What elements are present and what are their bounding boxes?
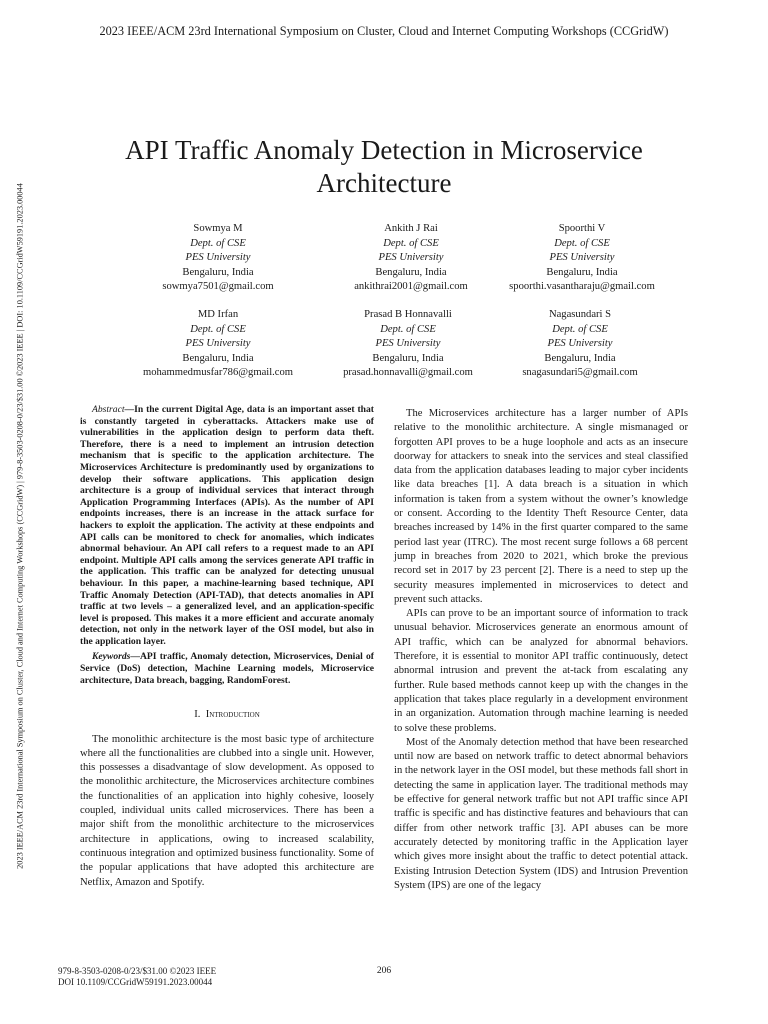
author-email: ankithrai2001@gmail.com bbox=[354, 281, 468, 292]
author-block bbox=[470, 308, 690, 381]
author-university: PES University bbox=[549, 252, 615, 263]
footer-doi: DOI 10.1109/CCGridW59191.2023.00044 bbox=[58, 977, 213, 987]
author-university: PES University bbox=[185, 252, 251, 263]
author-city: Bengaluru, India bbox=[544, 352, 616, 364]
author-dept: Dept. of CSE bbox=[552, 323, 608, 335]
page-number: 206 bbox=[376, 966, 392, 976]
author-email: prasad.honnavalli@gmail.com bbox=[343, 367, 473, 378]
author-email: mohammedmusfar786@gmail.com bbox=[142, 367, 294, 378]
body-paragraph: The Microservices architecture has a larger number of APIs relative to the monolithic architecture. A single mismanaged or forgotten API proves to be a huge loophole and acts as an insecure doorway for attackers to sneak into the services and steal classified data from the application databases leading to major cyber incidents like data breaches [1]. A data breach is a situation in which information is taken from a system without the owner’s knowledge or consent. According to the Identity Theft Resource Center, data breaches increased by 14% in the first quarter compared to the same period last year (ITRC). The most recent surge follows a 68 percent jump in breaches from 2020 to 2021, which broke the previous record set in 2017 by 23 percent [2]. There is a need to step up the security measures implemented in microservices to detect and prevent such attacks. bbox=[394, 408, 688, 605]
side-citation-strip bbox=[13, 82, 27, 970]
section-heading bbox=[80, 708, 374, 722]
abstract-dash: — bbox=[124, 404, 135, 415]
author-name: Ankith J Rai bbox=[384, 223, 438, 234]
left-column bbox=[80, 404, 374, 890]
author-block bbox=[472, 222, 692, 295]
author-university: PES University bbox=[375, 338, 441, 349]
author-dept: Dept. of CSE bbox=[190, 323, 246, 335]
author-city: Bengaluru, India bbox=[546, 266, 618, 278]
author-university: PES University bbox=[547, 338, 613, 349]
author-dept: Dept. of CSE bbox=[190, 237, 246, 249]
author-block bbox=[108, 308, 328, 381]
author-university: PES University bbox=[185, 338, 251, 349]
author-dept: Dept. of CSE bbox=[380, 323, 436, 335]
author-city: Bengaluru, India bbox=[375, 266, 447, 278]
footer-isbn: 979-8-3503-0208-0/23/$31.00 ©2023 IEEE bbox=[58, 966, 217, 976]
author-name: Sowmya M bbox=[193, 223, 243, 234]
author-block bbox=[108, 222, 328, 295]
author-dept: Dept. of CSE bbox=[383, 237, 439, 249]
section-title-text: Introduction bbox=[205, 709, 260, 721]
right-column bbox=[394, 407, 688, 893]
keywords bbox=[80, 651, 374, 686]
author-email: snagasundari5@gmail.com bbox=[522, 367, 638, 378]
author-dept: Dept. of CSE bbox=[554, 237, 610, 249]
keywords-dash: — bbox=[130, 651, 140, 663]
abstract bbox=[80, 404, 374, 647]
author-city: Bengaluru, India bbox=[182, 266, 254, 278]
paper-title-line-2: Architecture bbox=[316, 168, 452, 198]
author-email: sowmya7501@gmail.com bbox=[162, 281, 274, 292]
author-email: spoorthi.vasantharaju@gmail.com bbox=[509, 281, 655, 292]
body-paragraph: APIs can prove to be an important source of information to track unusual behavior. Microservices generate an enormous amount of API traffic, which can be analyzed for abnormal behaviors. Therefore, it is essential to monitor API traffic continuously, detect abnormal intrusion and prevent the at-tack from escalating any further. Rule based methods cannot keep up with the changes in the application that takes place regularly in a development environment in an organization. Automation through machine learning is needed to solve these problems. bbox=[394, 608, 688, 734]
author-name: Prasad B Honnavalli bbox=[364, 309, 452, 320]
intro-paragraph: The monolithic architecture is the most basic type of architecture where all the functionalities are clubbed into a single unit. However, this possesses a disadvantage of slow development. As opposed to the monolithic architecture, the Microservices architecture combines the functionalities of an application into highly cohesive, loosely coupled, individual units called microservices. There has been a major shift from the monolithic architecture to the microservices architecture in applications, owing to increased scalability, continuous integration and optimized business functionality. Some of the popular applications that have adopted this architecture are Netflix, Amazon and Spotify. bbox=[80, 733, 374, 888]
keywords-label: Keywords bbox=[92, 651, 131, 663]
body-paragraph: Most of the Anomaly detection method that have been researched until now are based on network traffic to detect abnormal behaviors in the network layer in the OSI model, but these methods fall short in detecting the same in application layer. The traditional methods may be effective for general network traffic but not API traffic since API traffic is specific and has distinctive features and behaviours that can differ from other network traffic [3]. API abuses can be more accurately detected by monitoring traffic in the Application layer which gives more insight about the traffic to detect potential attack. Existing Intrusion Detection System (IDS) and Intrusion Prevention System (IPS) are one of the legacy bbox=[394, 736, 688, 891]
paper-title bbox=[80, 134, 688, 200]
abstract-label: Abstract bbox=[92, 404, 125, 415]
side-citation-text: 2023 IEEE/ACM 23rd International Symposium on Cluster, Cloud and Internet Computing Workshops (CCGridW) | 979-8-3503-0208-0/23/$31.00 ©2023 IEEE | DOI: 10.1109/CCGridW59191.2023.00044 bbox=[15, 183, 25, 869]
author-university: PES University bbox=[378, 252, 444, 263]
abstract-text: In the current Digital Age, data is an important asset that is constantly targeted in cyberattacks. Attackers make use of vulnerabilities in the application design to perform data theft. Therefore, there is a need to implement an intrusion detection mechanism that is specific to the application architecture. The Microservices Architecture is predominantly used by organizations to develop their software applications. This application design architecture is a group of individual services that interact through Application Programming Interfaces (APIs). As the number of API endpoints increases, there is an increase in the attack surface for hackers to exploit the application. The activity at these endpoints and API calls can be monitored to check for anomalies, which indicates abnormal behaviour. An API call refers to a request made to an API endpoint. Multiple API calls among the services generate API traffic in the application. This traffic can be analyzed for detecting unusual behaviour. In this paper, a machine-learning based technique, API Traffic Anomaly Detection (API-TAD), that detects anomalies in API traffic at two levels – a generalized level, and an application-specific level is proposed. This makes it a more efficient and accurate anomaly detection, not only in the network layer of the OSI model, but also in the application layer. bbox=[80, 404, 374, 647]
author-name: Nagasundari S bbox=[548, 309, 612, 320]
author-name: MD Irfan bbox=[197, 309, 239, 320]
section-numeral: I. bbox=[194, 709, 201, 721]
conference-header: 2023 IEEE/ACM 23rd International Symposium on Cluster, Cloud and Internet Computing Workshops (CCGridW) bbox=[99, 24, 669, 38]
author-name: Spoorthi V bbox=[558, 223, 606, 234]
keywords-text: API traffic, Anomaly detection, Microservices, Denial of Service (DoS) detection, Machine Learning models, Microservice architecture, Data breach, bagging, RandomForest. bbox=[80, 651, 374, 686]
paper-title-line-1: API Traffic Anomaly Detection in Microservice bbox=[125, 135, 643, 165]
author-city: Bengaluru, India bbox=[372, 352, 444, 364]
author-city: Bengaluru, India bbox=[182, 352, 254, 364]
